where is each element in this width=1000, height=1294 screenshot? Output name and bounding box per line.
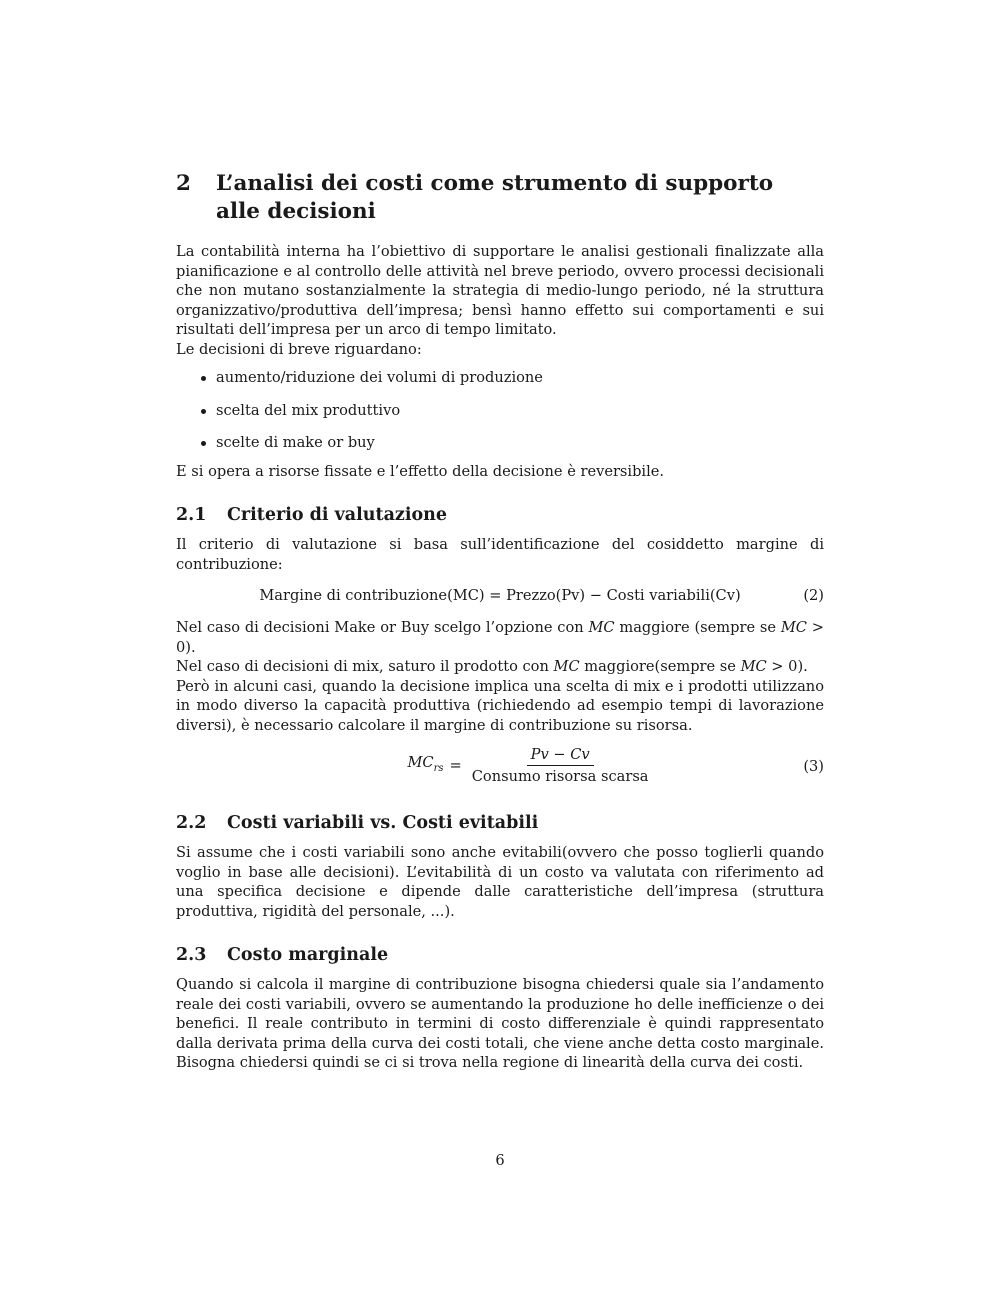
math-mc: MC bbox=[588, 619, 615, 636]
section-title: L’analisi dei costi come strumento di supporto alle decisioni bbox=[216, 171, 774, 224]
subsection-title: Criterio di valutazione bbox=[227, 505, 448, 525]
intro-paragraph-2: Le decisioni di breve riguardano: bbox=[176, 340, 422, 358]
criterion-paragraph: Il criterio di valutazione si basa sull’identificazione del cosiddetto margine di contribuzione: bbox=[176, 536, 824, 573]
text-run: > 0). bbox=[766, 658, 808, 675]
equals-sign: = bbox=[449, 756, 462, 774]
equation-3-number: (3) bbox=[803, 758, 824, 775]
text-run: Nel caso di decisioni di mix, saturo il prodotto con bbox=[176, 658, 554, 675]
text-run: Però in alcuni casi, quando la decisione implica una scelta di mix e i prodotti utilizzano in modo diverso la capacità produttiva (richiedendo ad esempio tempi di lavorazione diversi), è necessario calcolare il margine di contribuzione su risorsa. bbox=[176, 677, 824, 734]
equation-3-lhs bbox=[407, 753, 443, 779]
list-item: aumento/riduzione dei volumi di produzione bbox=[176, 368, 824, 388]
math-mc: MC bbox=[553, 658, 580, 675]
subsection-title: Costi variabili vs. Costi evitabili bbox=[227, 813, 539, 833]
math-mc: MC bbox=[407, 753, 434, 771]
equation-3-body bbox=[407, 745, 652, 786]
subsection-number: 2.1 bbox=[176, 505, 207, 525]
closing-paragraph: E si opera a risorse fissate e l’effetto della decisione è reversibile. bbox=[176, 462, 665, 480]
page-number: 6 bbox=[495, 1152, 505, 1169]
math-mc: MC bbox=[740, 658, 767, 675]
make-or-buy-paragraph bbox=[176, 618, 824, 735]
list-item: scelta del mix produttivo bbox=[176, 401, 824, 421]
fraction-numerator bbox=[527, 745, 594, 766]
math-numerator: Pv − Cv bbox=[530, 746, 590, 763]
intro-paragraph: La contabilità interna ha l’obiettivo di supportare le analisi gestionali finalizzate alla pianificazione e al controllo delle attività nel breve periodo, ovvero processi decisionali che non mutano sostanzialmente la strategia di medio-lungo periodo, né la struttura organizzativo/produttiva dell’impresa; bensì hanno effetto sui comportamenti e sui risultati dell’impresa per un arco di tempo limitato. bbox=[176, 243, 824, 338]
math-subscript: rs bbox=[433, 762, 444, 774]
subsection-heading-2-3 bbox=[176, 943, 824, 967]
decision-list bbox=[176, 368, 824, 453]
avoidable-costs-paragraph: Si assume che i costi variabili sono anche evitabili(ovvero che posso toglierli quando voglio in base alle decisioni). L’evitabilità di un costo va valutata con riferimento ad una specifica decisione e dipende dalle caratteristiche dell’impresa (struttura produttiva, rigidità del personale, ...). bbox=[176, 844, 824, 920]
subsection-number: 2.3 bbox=[176, 945, 207, 965]
list-item: scelte di make or buy bbox=[176, 433, 824, 453]
page-content bbox=[176, 170, 824, 1073]
subsection-number: 2.2 bbox=[176, 813, 207, 833]
section-number: 2 bbox=[176, 171, 191, 196]
subsection-heading-2-2 bbox=[176, 811, 824, 835]
fraction bbox=[468, 745, 653, 786]
text-run: > 0). bbox=[176, 619, 824, 656]
math-mc: MC bbox=[780, 619, 807, 636]
section-heading bbox=[176, 170, 824, 226]
fraction-denominator: Consumo risorsa scarsa bbox=[471, 768, 649, 785]
subsection-title: Costo marginale bbox=[227, 945, 389, 965]
equation-2 bbox=[176, 586, 824, 606]
marginal-cost-paragraph: Quando si calcola il margine di contribuzione bisogna chiedersi quale sia l’andamento reale dei costi variabili, ovvero se aumentando la produzione ho delle inefficienze o dei benefici. Il reale contributo in termini di costo differenziale è quindi rappresentato dalla derivata prima della curva dei costi totali, che viene anche detta costo marginale. Bisogna chiedersi quindi se ci si trova nella regione di linearità della curva dei costi. bbox=[176, 976, 824, 1071]
equation-2-body: Margine di contribuzione(MC) = Prezzo(Pv) − Costi variabili(Cv) bbox=[259, 587, 741, 604]
subsection-heading-2-1 bbox=[176, 503, 824, 527]
text-run: Nel caso di decisioni Make or Buy scelgo l’opzione con bbox=[176, 619, 589, 636]
equation-2-number: (2) bbox=[803, 587, 824, 604]
text-run: maggiore (sempre se bbox=[614, 619, 781, 636]
text-run: maggiore(sempre se bbox=[579, 658, 741, 675]
equation-3 bbox=[176, 745, 824, 789]
